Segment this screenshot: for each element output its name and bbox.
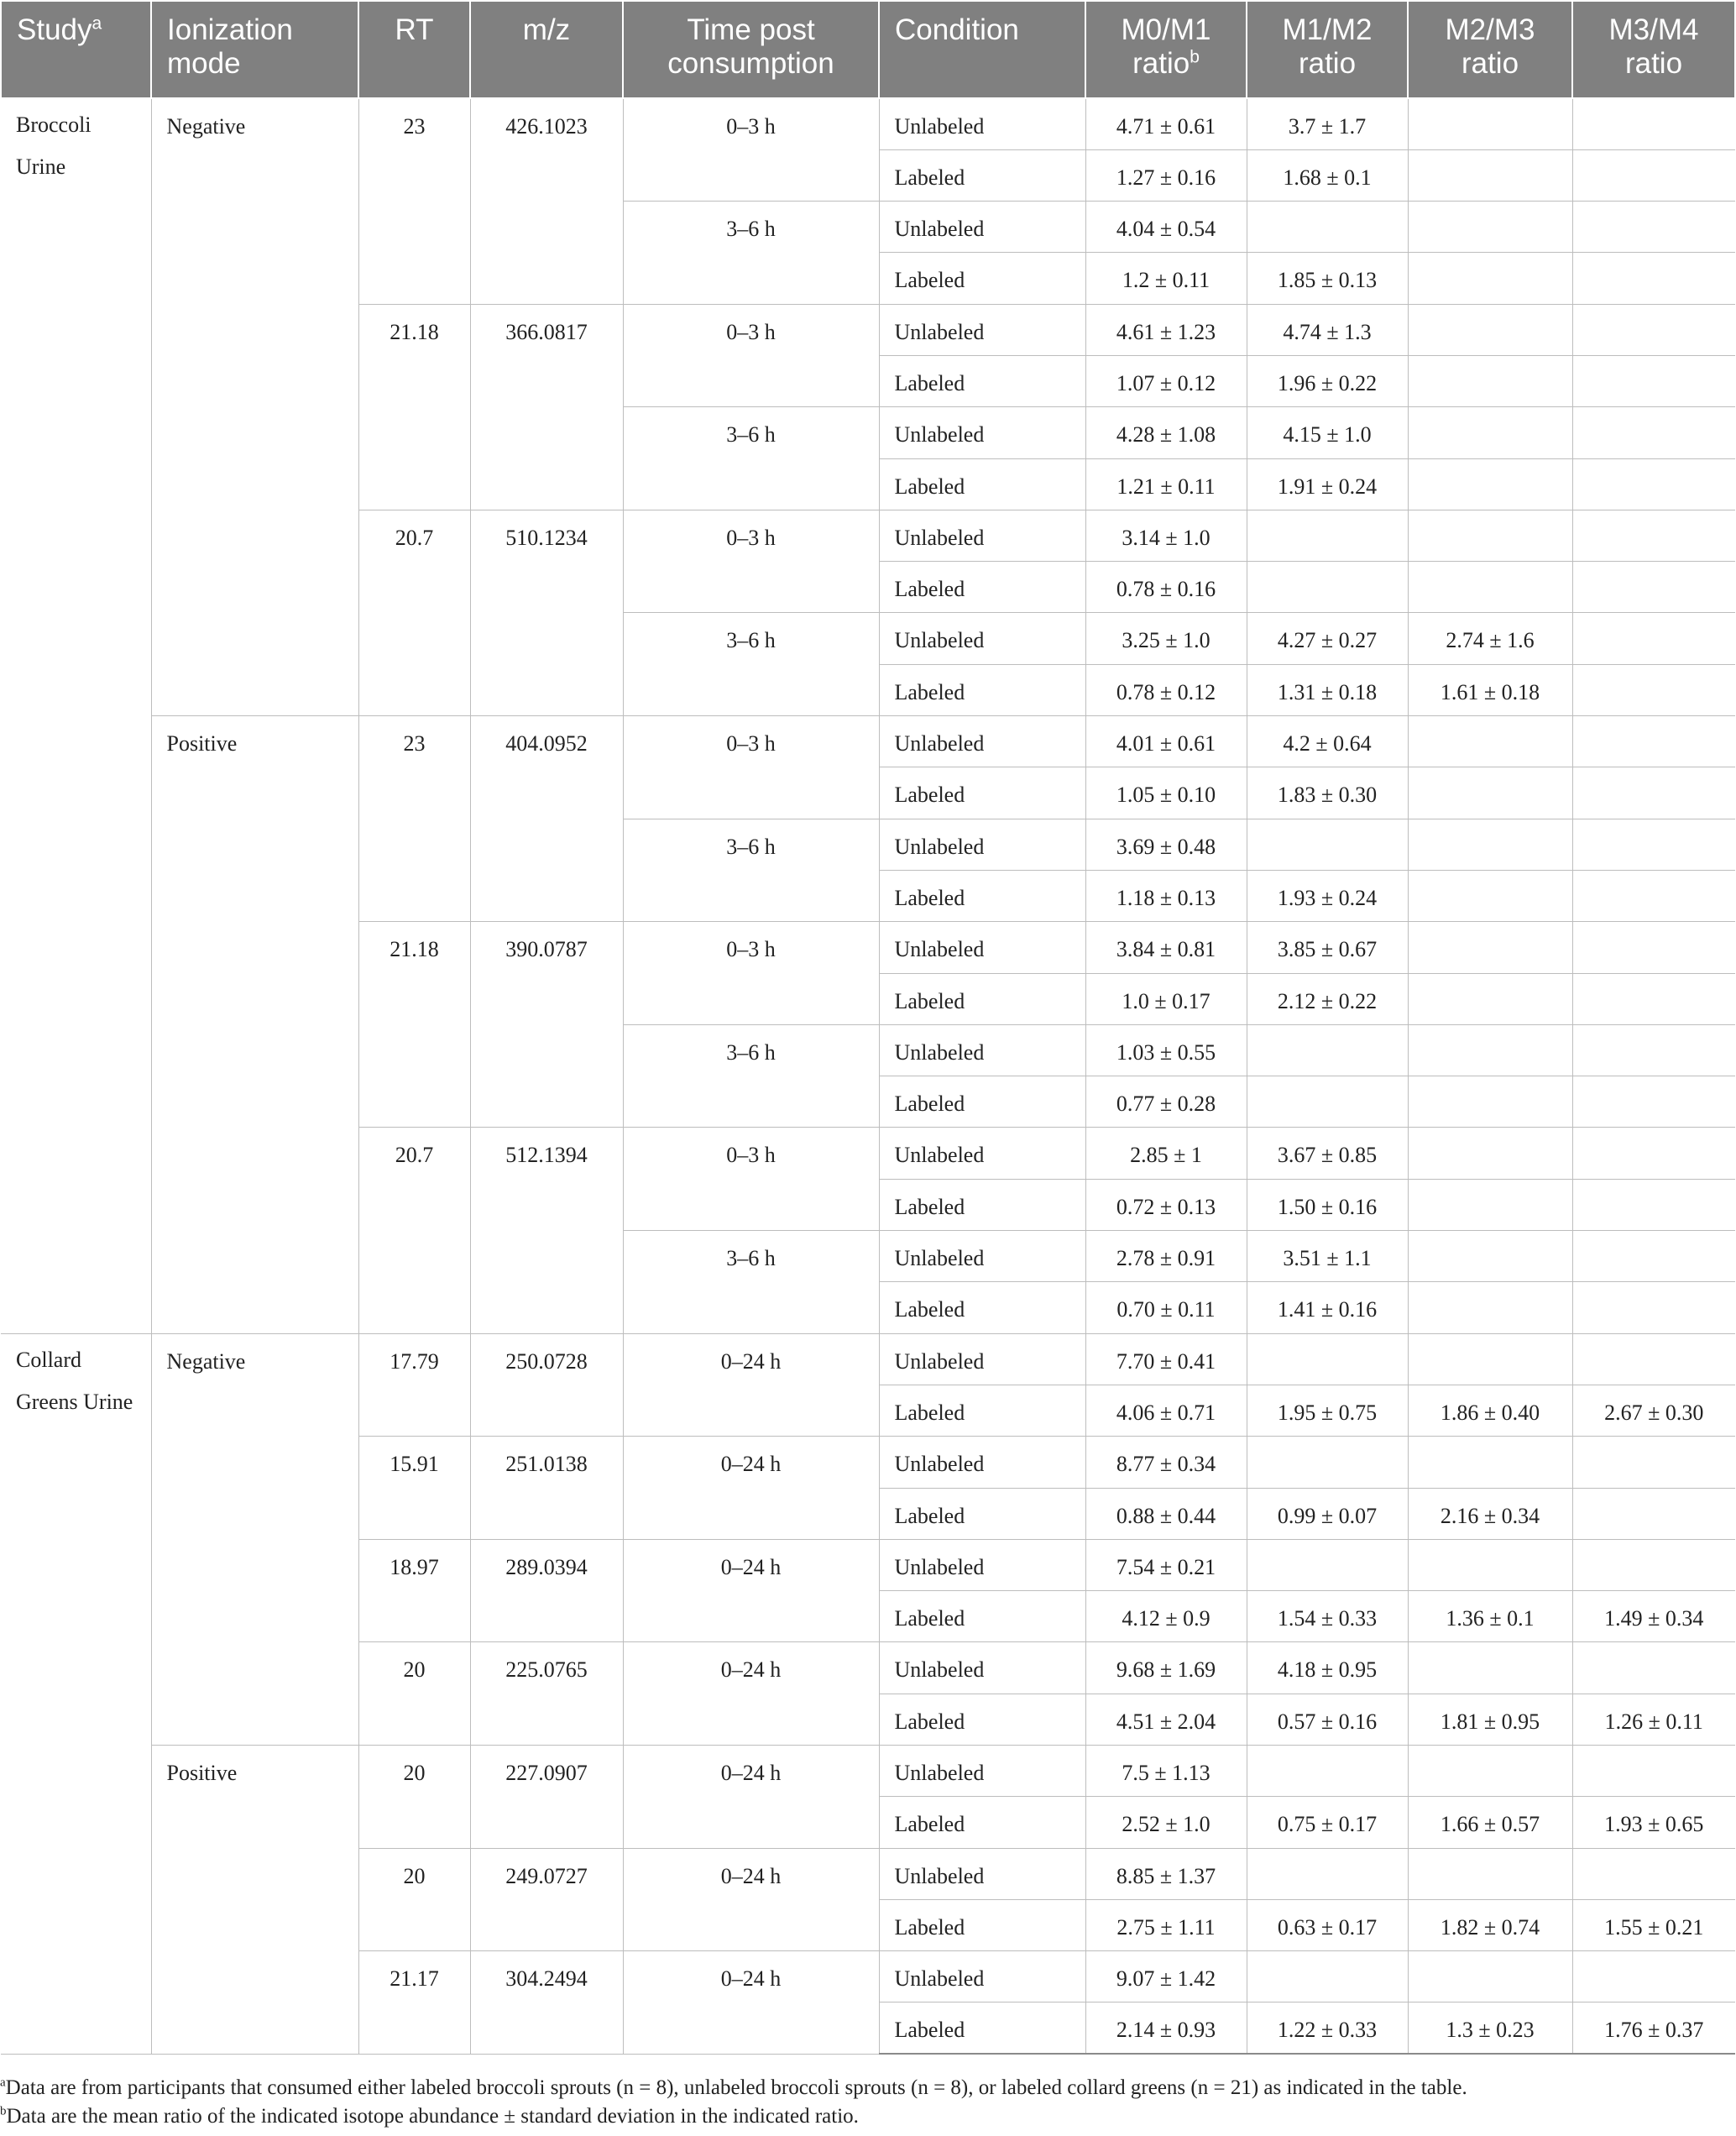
condition-cell: Labeled <box>879 1797 1085 1848</box>
m2-m3-ratio-cell: 1.36 ± 0.1 <box>1408 1591 1572 1642</box>
m2-m3-ratio-cell <box>1408 1282 1572 1333</box>
m1-m2-ratio-cell: 1.31 ± 0.18 <box>1247 664 1408 715</box>
m0-m1-ratio-cell: 8.85 ± 1.37 <box>1085 1848 1247 1899</box>
m0-m1-ratio-cell: 1.07 ± 0.12 <box>1085 355 1247 406</box>
m2-m3-ratio-cell <box>1408 1642 1572 1694</box>
m2-m3-ratio-cell <box>1408 1848 1572 1899</box>
mz-cell: 249.0727 <box>470 1848 623 1951</box>
time-cell: 3–6 h <box>623 407 879 510</box>
study-cell: Broccoli Urine <box>1 98 151 1333</box>
m0-m1-ratio-cell: 1.27 ± 0.16 <box>1085 149 1247 201</box>
rt-cell: 23 <box>358 716 470 922</box>
study-cell: Collard Greens Urine <box>1 1333 151 2054</box>
header-time-post-consumption: Time post consumption <box>623 1 879 98</box>
m2-m3-ratio-cell <box>1408 304 1572 355</box>
m2-m3-ratio-cell: 1.86 ± 0.40 <box>1408 1385 1572 1436</box>
m1-m2-ratio-cell: 1.95 ± 0.75 <box>1247 1385 1408 1436</box>
m0-m1-ratio-cell: 7.54 ± 0.21 <box>1085 1539 1247 1590</box>
m0-m1-ratio-cell: 8.77 ± 0.34 <box>1085 1437 1247 1488</box>
m0-m1-ratio-cell: 0.78 ± 0.12 <box>1085 664 1247 715</box>
m2-m3-ratio-cell <box>1408 98 1572 149</box>
header-ionization-mode: Ionization mode <box>151 1 358 98</box>
m0-m1-ratio-cell: 3.84 ± 0.81 <box>1085 922 1247 973</box>
m0-m1-ratio-cell: 9.07 ± 1.42 <box>1085 1951 1247 2002</box>
m0-m1-ratio-cell: 4.28 ± 1.08 <box>1085 407 1247 458</box>
m2-m3-ratio-cell <box>1408 253 1572 304</box>
condition-cell: Labeled <box>879 870 1085 921</box>
m0-m1-ratio-cell: 3.14 ± 1.0 <box>1085 510 1247 561</box>
m1-m2-ratio-cell: 3.85 ± 0.67 <box>1247 922 1408 973</box>
condition-cell: Labeled <box>879 355 1085 406</box>
m1-m2-ratio-cell: 1.41 ± 0.16 <box>1247 1282 1408 1333</box>
m0-m1-ratio-cell: 0.78 ± 0.16 <box>1085 562 1247 613</box>
m1-m2-ratio-cell: 2.12 ± 0.22 <box>1247 973 1408 1024</box>
m0-m1-ratio-cell: 0.88 ± 0.44 <box>1085 1488 1247 1539</box>
m0-m1-ratio-cell: 9.68 ± 1.69 <box>1085 1642 1247 1694</box>
time-cell: 3–6 h <box>623 202 879 305</box>
m3-m4-ratio-cell <box>1572 1488 1735 1539</box>
condition-cell: Unlabeled <box>879 613 1085 664</box>
m2-m3-ratio-cell <box>1408 355 1572 406</box>
m3-m4-ratio-cell <box>1572 458 1735 510</box>
m2-m3-ratio-cell <box>1408 1951 1572 2002</box>
condition-cell: Unlabeled <box>879 716 1085 767</box>
m0-m1-ratio-cell: 3.69 ± 0.48 <box>1085 819 1247 870</box>
footnote-mark-a: a <box>92 13 102 34</box>
m3-m4-ratio-cell <box>1572 355 1735 406</box>
ionization-mode-cell: Negative <box>151 1333 358 1745</box>
m3-m4-ratio-cell <box>1572 562 1735 613</box>
m1-m2-ratio-cell: 1.68 ± 0.1 <box>1247 149 1408 201</box>
rt-cell: 21.18 <box>358 922 470 1128</box>
m1-m2-ratio-cell <box>1247 1333 1408 1385</box>
condition-cell: Unlabeled <box>879 1848 1085 1899</box>
m3-m4-ratio-cell: 1.49 ± 0.34 <box>1572 1591 1735 1642</box>
rt-cell: 21.17 <box>358 1951 470 2055</box>
m2-m3-ratio-cell: 1.3 ± 0.23 <box>1408 2002 1572 2054</box>
m2-m3-ratio-cell <box>1408 1179 1572 1230</box>
time-cell: 0–3 h <box>623 510 879 613</box>
m0-m1-ratio-cell: 2.52 ± 1.0 <box>1085 1797 1247 1848</box>
m3-m4-ratio-cell <box>1572 819 1735 870</box>
m2-m3-ratio-cell <box>1408 819 1572 870</box>
condition-cell: Labeled <box>879 458 1085 510</box>
m0-m1-ratio-cell: 2.14 ± 0.93 <box>1085 2002 1247 2054</box>
header-condition: Condition <box>879 1 1085 98</box>
m1-m2-ratio-cell <box>1247 1746 1408 1797</box>
m1-m2-ratio-cell: 0.75 ± 0.17 <box>1247 1797 1408 1848</box>
condition-cell: Unlabeled <box>879 1951 1085 2002</box>
time-cell: 0–24 h <box>623 1333 879 1437</box>
m2-m3-ratio-cell <box>1408 716 1572 767</box>
table-row <box>1 1333 1735 1385</box>
mz-cell: 366.0817 <box>470 304 623 510</box>
rt-cell: 23 <box>358 98 470 304</box>
mz-cell: 512.1394 <box>470 1128 623 1333</box>
m3-m4-ratio-cell <box>1572 1333 1735 1385</box>
time-cell: 0–24 h <box>623 1951 879 2055</box>
ionization-mode-cell: Positive <box>151 1746 358 2055</box>
m1-m2-ratio-cell <box>1247 819 1408 870</box>
m1-m2-ratio-cell: 3.51 ± 1.1 <box>1247 1231 1408 1282</box>
m3-m4-ratio-cell <box>1572 613 1735 664</box>
m1-m2-ratio-cell <box>1247 1539 1408 1590</box>
condition-cell: Labeled <box>879 664 1085 715</box>
m0-m1-ratio-cell: 7.5 ± 1.13 <box>1085 1746 1247 1797</box>
m2-m3-ratio-cell <box>1408 1746 1572 1797</box>
time-cell: 3–6 h <box>623 1231 879 1334</box>
time-cell: 0–24 h <box>623 1848 879 1951</box>
m0-m1-ratio-cell: 0.70 ± 0.11 <box>1085 1282 1247 1333</box>
time-cell: 0–24 h <box>623 1746 879 1849</box>
m1-m2-ratio-cell: 4.18 ± 0.95 <box>1247 1642 1408 1694</box>
mz-cell: 390.0787 <box>470 922 623 1128</box>
m0-m1-ratio-cell: 1.05 ± 0.10 <box>1085 767 1247 819</box>
m3-m4-ratio-cell <box>1572 870 1735 921</box>
condition-cell: Labeled <box>879 1385 1085 1436</box>
m1-m2-ratio-cell: 4.15 ± 1.0 <box>1247 407 1408 458</box>
m0-m1-ratio-cell: 4.06 ± 0.71 <box>1085 1385 1247 1436</box>
m0-m1-ratio-cell: 2.78 ± 0.91 <box>1085 1231 1247 1282</box>
time-cell: 0–3 h <box>623 98 879 202</box>
condition-cell: Unlabeled <box>879 407 1085 458</box>
m2-m3-ratio-cell <box>1408 562 1572 613</box>
time-cell: 0–3 h <box>623 1128 879 1231</box>
m2-m3-ratio-cell: 1.66 ± 0.57 <box>1408 1797 1572 1848</box>
table-row <box>1 98 1735 149</box>
condition-cell: Unlabeled <box>879 1231 1085 1282</box>
m0-m1-ratio-cell: 1.18 ± 0.13 <box>1085 870 1247 921</box>
mz-cell: 304.2494 <box>470 1951 623 2055</box>
m3-m4-ratio-cell <box>1572 1848 1735 1899</box>
m0-m1-ratio-cell: 4.04 ± 0.54 <box>1085 202 1247 253</box>
m2-m3-ratio-cell: 1.61 ± 0.18 <box>1408 664 1572 715</box>
m2-m3-ratio-cell <box>1408 1333 1572 1385</box>
table-row <box>1 716 1735 767</box>
m1-m2-ratio-cell <box>1247 510 1408 561</box>
m0-m1-ratio-cell: 4.01 ± 0.61 <box>1085 716 1247 767</box>
condition-cell: Labeled <box>879 767 1085 819</box>
condition-cell: Unlabeled <box>879 1642 1085 1694</box>
m0-m1-ratio-cell: 7.70 ± 0.41 <box>1085 1333 1247 1385</box>
time-cell: 3–6 h <box>623 1024 879 1128</box>
condition-cell: Unlabeled <box>879 1024 1085 1076</box>
condition-cell: Unlabeled <box>879 819 1085 870</box>
m3-m4-ratio-cell <box>1572 1951 1735 2002</box>
m3-m4-ratio-cell <box>1572 922 1735 973</box>
m3-m4-ratio-cell: 1.26 ± 0.11 <box>1572 1694 1735 1745</box>
m1-m2-ratio-cell: 1.50 ± 0.16 <box>1247 1179 1408 1230</box>
m3-m4-ratio-cell <box>1572 767 1735 819</box>
m1-m2-ratio-cell: 1.93 ± 0.24 <box>1247 870 1408 921</box>
mz-cell: 510.1234 <box>470 510 623 715</box>
m1-m2-ratio-cell: 4.27 ± 0.27 <box>1247 613 1408 664</box>
m1-m2-ratio-cell: 1.83 ± 0.30 <box>1247 767 1408 819</box>
m2-m3-ratio-cell <box>1408 1024 1572 1076</box>
m1-m2-ratio-cell: 1.85 ± 0.13 <box>1247 253 1408 304</box>
m1-m2-ratio-cell: 3.7 ± 1.7 <box>1247 98 1408 149</box>
m3-m4-ratio-cell <box>1572 1746 1735 1797</box>
m3-m4-ratio-cell <box>1572 202 1735 253</box>
m3-m4-ratio-cell <box>1572 1128 1735 1179</box>
m0-m1-ratio-cell: 3.25 ± 1.0 <box>1085 613 1247 664</box>
rt-cell: 20 <box>358 1746 470 1849</box>
mz-cell: 227.0907 <box>470 1746 623 1849</box>
m2-m3-ratio-cell <box>1408 407 1572 458</box>
m3-m4-ratio-cell <box>1572 1282 1735 1333</box>
m1-m2-ratio-cell: 1.91 ± 0.24 <box>1247 458 1408 510</box>
m1-m2-ratio-cell: 1.54 ± 0.33 <box>1247 1591 1408 1642</box>
m3-m4-ratio-cell <box>1572 1642 1735 1694</box>
m3-m4-ratio-cell <box>1572 510 1735 561</box>
m2-m3-ratio-cell <box>1408 922 1572 973</box>
mz-cell: 250.0728 <box>470 1333 623 1437</box>
m0-m1-ratio-cell: 1.2 ± 0.11 <box>1085 253 1247 304</box>
table-header <box>1 1 1735 98</box>
m3-m4-ratio-cell: 2.67 ± 0.30 <box>1572 1385 1735 1436</box>
m2-m3-ratio-cell <box>1408 1076 1572 1128</box>
m2-m3-ratio-cell: 1.82 ± 0.74 <box>1408 1899 1572 1950</box>
m3-m4-ratio-cell <box>1572 973 1735 1024</box>
m3-m4-ratio-cell <box>1572 304 1735 355</box>
m1-m2-ratio-cell <box>1247 1024 1408 1076</box>
m3-m4-ratio-cell <box>1572 1437 1735 1488</box>
m2-m3-ratio-cell <box>1408 1128 1572 1179</box>
m3-m4-ratio-cell <box>1572 1179 1735 1230</box>
m0-m1-ratio-cell: 1.21 ± 0.11 <box>1085 458 1247 510</box>
m2-m3-ratio-cell <box>1408 149 1572 201</box>
time-cell: 3–6 h <box>623 819 879 922</box>
m2-m3-ratio-cell <box>1408 202 1572 253</box>
m3-m4-ratio-cell <box>1572 664 1735 715</box>
m1-m2-ratio-cell <box>1247 1437 1408 1488</box>
mz-cell: 225.0765 <box>470 1642 623 1746</box>
m2-m3-ratio-cell <box>1408 973 1572 1024</box>
condition-cell: Labeled <box>879 2002 1085 2054</box>
mz-cell: 251.0138 <box>470 1437 623 1540</box>
m0-m1-ratio-cell: 4.71 ± 0.61 <box>1085 98 1247 149</box>
m2-m3-ratio-cell <box>1408 1231 1572 1282</box>
m0-m1-ratio-cell: 0.77 ± 0.28 <box>1085 1076 1247 1128</box>
m1-m2-ratio-cell: 0.63 ± 0.17 <box>1247 1899 1408 1950</box>
time-cell: 0–24 h <box>623 1642 879 1746</box>
footnote-mark-b: b <box>1190 47 1200 67</box>
condition-cell: Labeled <box>879 253 1085 304</box>
m3-m4-ratio-cell: 1.55 ± 0.21 <box>1572 1899 1735 1950</box>
m0-m1-ratio-cell: 2.85 ± 1 <box>1085 1128 1247 1179</box>
condition-cell: Labeled <box>879 1488 1085 1539</box>
m1-m2-ratio-cell: 3.67 ± 0.85 <box>1247 1128 1408 1179</box>
header-m1-m2-ratio: M1/M2 ratio <box>1247 1 1408 98</box>
condition-cell: Labeled <box>879 149 1085 201</box>
m3-m4-ratio-cell <box>1572 1539 1735 1590</box>
m2-m3-ratio-cell: 2.16 ± 0.34 <box>1408 1488 1572 1539</box>
condition-cell: Unlabeled <box>879 202 1085 253</box>
m0-m1-ratio-cell: 0.72 ± 0.13 <box>1085 1179 1247 1230</box>
m2-m3-ratio-cell <box>1408 510 1572 561</box>
rt-cell: 17.79 <box>358 1333 470 1437</box>
m3-m4-ratio-cell <box>1572 1024 1735 1076</box>
m0-m1-ratio-cell: 4.51 ± 2.04 <box>1085 1694 1247 1745</box>
time-cell: 3–6 h <box>623 613 879 716</box>
condition-cell: Unlabeled <box>879 304 1085 355</box>
header-mz: m/z <box>470 1 623 98</box>
m2-m3-ratio-cell <box>1408 458 1572 510</box>
m1-m2-ratio-cell: 4.74 ± 1.3 <box>1247 304 1408 355</box>
m1-m2-ratio-cell: 1.96 ± 0.22 <box>1247 355 1408 406</box>
m2-m3-ratio-cell: 1.81 ± 0.95 <box>1408 1694 1572 1745</box>
time-cell: 0–3 h <box>623 922 879 1025</box>
m3-m4-ratio-cell <box>1572 407 1735 458</box>
m1-m2-ratio-cell: 1.22 ± 0.33 <box>1247 2002 1408 2054</box>
m0-m1-ratio-cell: 1.0 ± 0.17 <box>1085 973 1247 1024</box>
m3-m4-ratio-cell <box>1572 716 1735 767</box>
m1-m2-ratio-cell: 0.99 ± 0.07 <box>1247 1488 1408 1539</box>
ionization-mode-cell: Positive <box>151 716 358 1334</box>
m0-m1-ratio-cell: 1.03 ± 0.55 <box>1085 1024 1247 1076</box>
condition-cell: Unlabeled <box>879 922 1085 973</box>
condition-cell: Labeled <box>879 973 1085 1024</box>
m1-m2-ratio-cell: 0.57 ± 0.16 <box>1247 1694 1408 1745</box>
table-footnotes <box>0 2074 1736 2131</box>
m2-m3-ratio-cell <box>1408 767 1572 819</box>
m2-m3-ratio-cell: 2.74 ± 1.6 <box>1408 613 1572 664</box>
m1-m2-ratio-cell <box>1247 202 1408 253</box>
m2-m3-ratio-cell <box>1408 870 1572 921</box>
mz-cell: 426.1023 <box>470 98 623 304</box>
condition-cell: Unlabeled <box>879 1746 1085 1797</box>
m0-m1-ratio-cell: 4.61 ± 1.23 <box>1085 304 1247 355</box>
condition-cell: Labeled <box>879 562 1085 613</box>
rt-cell: 20.7 <box>358 1128 470 1333</box>
mz-cell: 404.0952 <box>470 716 623 922</box>
condition-cell: Unlabeled <box>879 1539 1085 1590</box>
header-m3-m4-ratio: M3/M4 ratio <box>1572 1 1735 98</box>
rt-cell: 18.97 <box>358 1539 470 1642</box>
condition-cell: Unlabeled <box>879 1437 1085 1488</box>
footnote-b: $^b$Data are the mean ratio of the indicated isotope abundance ± standard deviation in the indicated ratio. <box>0 2104 859 2128</box>
time-cell: 0–3 h <box>623 304 879 407</box>
rt-cell: 15.91 <box>358 1437 470 1540</box>
condition-cell: Unlabeled <box>879 98 1085 149</box>
condition-cell: Unlabeled <box>879 1128 1085 1179</box>
table-body <box>1 98 1735 2054</box>
m3-m4-ratio-cell: 1.76 ± 0.37 <box>1572 2002 1735 2054</box>
m2-m3-ratio-cell <box>1408 1437 1572 1488</box>
m3-m4-ratio-cell <box>1572 1076 1735 1128</box>
rt-cell: 20.7 <box>358 510 470 715</box>
rt-cell: 21.18 <box>358 304 470 510</box>
header-study: Study$^a$ <box>1 1 151 98</box>
condition-cell: Unlabeled <box>879 1333 1085 1385</box>
time-cell: 0–24 h <box>623 1437 879 1540</box>
m1-m2-ratio-cell: 4.2 ± 0.64 <box>1247 716 1408 767</box>
m0-m1-ratio-cell: 4.12 ± 0.9 <box>1085 1591 1247 1642</box>
condition-cell: Labeled <box>879 1591 1085 1642</box>
rt-cell: 20 <box>358 1848 470 1951</box>
condition-cell: Labeled <box>879 1179 1085 1230</box>
condition-cell: Labeled <box>879 1899 1085 1950</box>
m3-m4-ratio-cell <box>1572 253 1735 304</box>
table-row <box>1 1746 1735 1797</box>
header-m2-m3-ratio: M2/M3 ratio <box>1408 1 1572 98</box>
m2-m3-ratio-cell <box>1408 1539 1572 1590</box>
condition-cell: Labeled <box>879 1076 1085 1128</box>
m1-m2-ratio-cell <box>1247 1951 1408 2002</box>
m1-m2-ratio-cell <box>1247 1848 1408 1899</box>
m1-m2-ratio-cell <box>1247 1076 1408 1128</box>
m3-m4-ratio-cell <box>1572 149 1735 201</box>
header-row <box>1 1 1735 98</box>
condition-cell: Labeled <box>879 1694 1085 1745</box>
ionization-mode-cell: Negative <box>151 98 358 716</box>
footnote-a: $^a$Data are from participants that consumed either labeled broccoli sprouts (n = 8), unlabeled broccoli sprouts (n = 8), or labeled collard greens (n = 21) as indicated in the table. <box>0 2076 1467 2099</box>
m1-m2-ratio-cell <box>1247 562 1408 613</box>
m0-m1-ratio-cell: 2.75 ± 1.11 <box>1085 1899 1247 1950</box>
condition-cell: Labeled <box>879 1282 1085 1333</box>
rt-cell: 20 <box>358 1642 470 1746</box>
m3-m4-ratio-cell <box>1572 1231 1735 1282</box>
mz-cell: 289.0394 <box>470 1539 623 1642</box>
m3-m4-ratio-cell: 1.93 ± 0.65 <box>1572 1797 1735 1848</box>
condition-cell: Unlabeled <box>879 510 1085 561</box>
header-rt: RT <box>358 1 470 98</box>
time-cell: 0–3 h <box>623 716 879 819</box>
header-m0-m1-ratio: M0/M1 ratio$^b$ <box>1085 1 1247 98</box>
m3-m4-ratio-cell <box>1572 98 1735 149</box>
time-cell: 0–24 h <box>623 1539 879 1642</box>
